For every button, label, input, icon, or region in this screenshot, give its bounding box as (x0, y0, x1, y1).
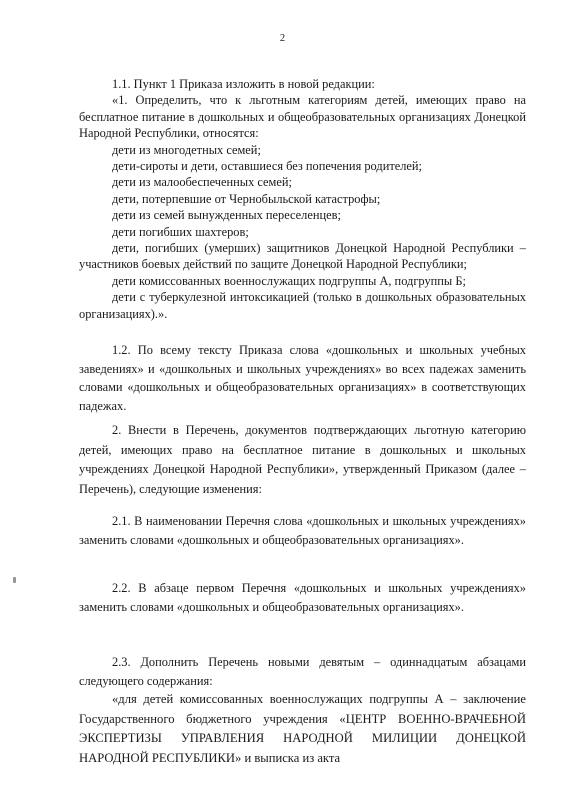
list-item: дети, потерпевшие от Чернобыльской катастрофы; (112, 191, 381, 206)
section-1-2-text: 1.2. По всему тексту Приказа слова «дошкольных и школьных учебных заведениях» и «дошкольных и школьных учреждениях» во всех падежах заменить словами «дошкольных и общеобразовательных организациях» в соответствующих падежах. (79, 343, 526, 413)
section-1-1-heading: 1.1. Пункт 1 Приказа изложить в новой редакции: (112, 77, 375, 91)
section-1-1 (79, 76, 526, 322)
list-item: дети, погибших (умерших) защитников Донецкой Народной Республики – участников боевых действий по защите Донецкой Народной Республики; (79, 241, 526, 272)
list-item: дети с туберкулезной интоксикацией (только в дошкольных образовательных организациях).». (79, 290, 526, 321)
section-2-1 (79, 512, 526, 549)
section-2 (79, 421, 526, 499)
list-item: дети погибших шахтеров; (112, 224, 249, 239)
section-2-3-quote: «для детей комиссованных военнослужащих подгруппы А – заключение Государственного бюджетного учреждения «ЦЕНТР ВОЕННО-ВРАЧЕБНОЙ ЭКСПЕРТИЗЫ УПРАВЛЕНИЯ НАРОДНОЙ МИЛИЦИИ ДОНЕЦКОЙ НАРОДНОЙ РЕСПУБЛИКИ» и выписка из акта (79, 692, 526, 765)
list-item: дети-сироты и дети, оставшиеся без попечения родителей; (112, 159, 423, 174)
section-2-1-text: 2.1. В наименовании Перечня слова «дошкольных и школьных учреждениях» заменить словами «дошкольных и общеобразовательных организациях». (79, 514, 526, 547)
list-item: дети из малообеспеченных семей; (112, 175, 292, 190)
list-item: дети комиссованных военнослужащих подгруппы А, подгруппы Б; (112, 273, 466, 288)
section-1-2 (79, 341, 526, 415)
list-item: дети из семей вынужденных переселенцев; (112, 208, 341, 223)
section-2-2 (79, 579, 526, 616)
scan-mark (13, 577, 16, 583)
section-2-text: 2. Внести в Перечень, документов подтверждающих льготную категорию детей, имеющих право на бесплатное питание в дошкольных и школьных учреждениях Донецкой Народной Республики», утвержденный Приказом (далее – Перечень), следующие изменения: (79, 423, 526, 496)
section-1-1-intro: «1. Определить, что к льготным категориям детей, имеющих право на бесплатное питание в дошкольных и общеобразовательных организациях Донецкой Народной Республики, относятся: (79, 93, 526, 141)
section-2-2-text: 2.2. В абзаце первом Перечня «дошкольных и школьных учреждениях» заменить словами «дошкольных и общеобразовательных организациях». (79, 581, 526, 614)
section-2-3 (79, 653, 526, 768)
page-number: 2 (279, 33, 286, 44)
section-2-3-heading: 2.3. Дополнить Перечень новыми девятым – одиннадцатым абзацами следующего содержания: (79, 655, 526, 688)
list-item: дети из многодетных семей; (112, 142, 261, 157)
